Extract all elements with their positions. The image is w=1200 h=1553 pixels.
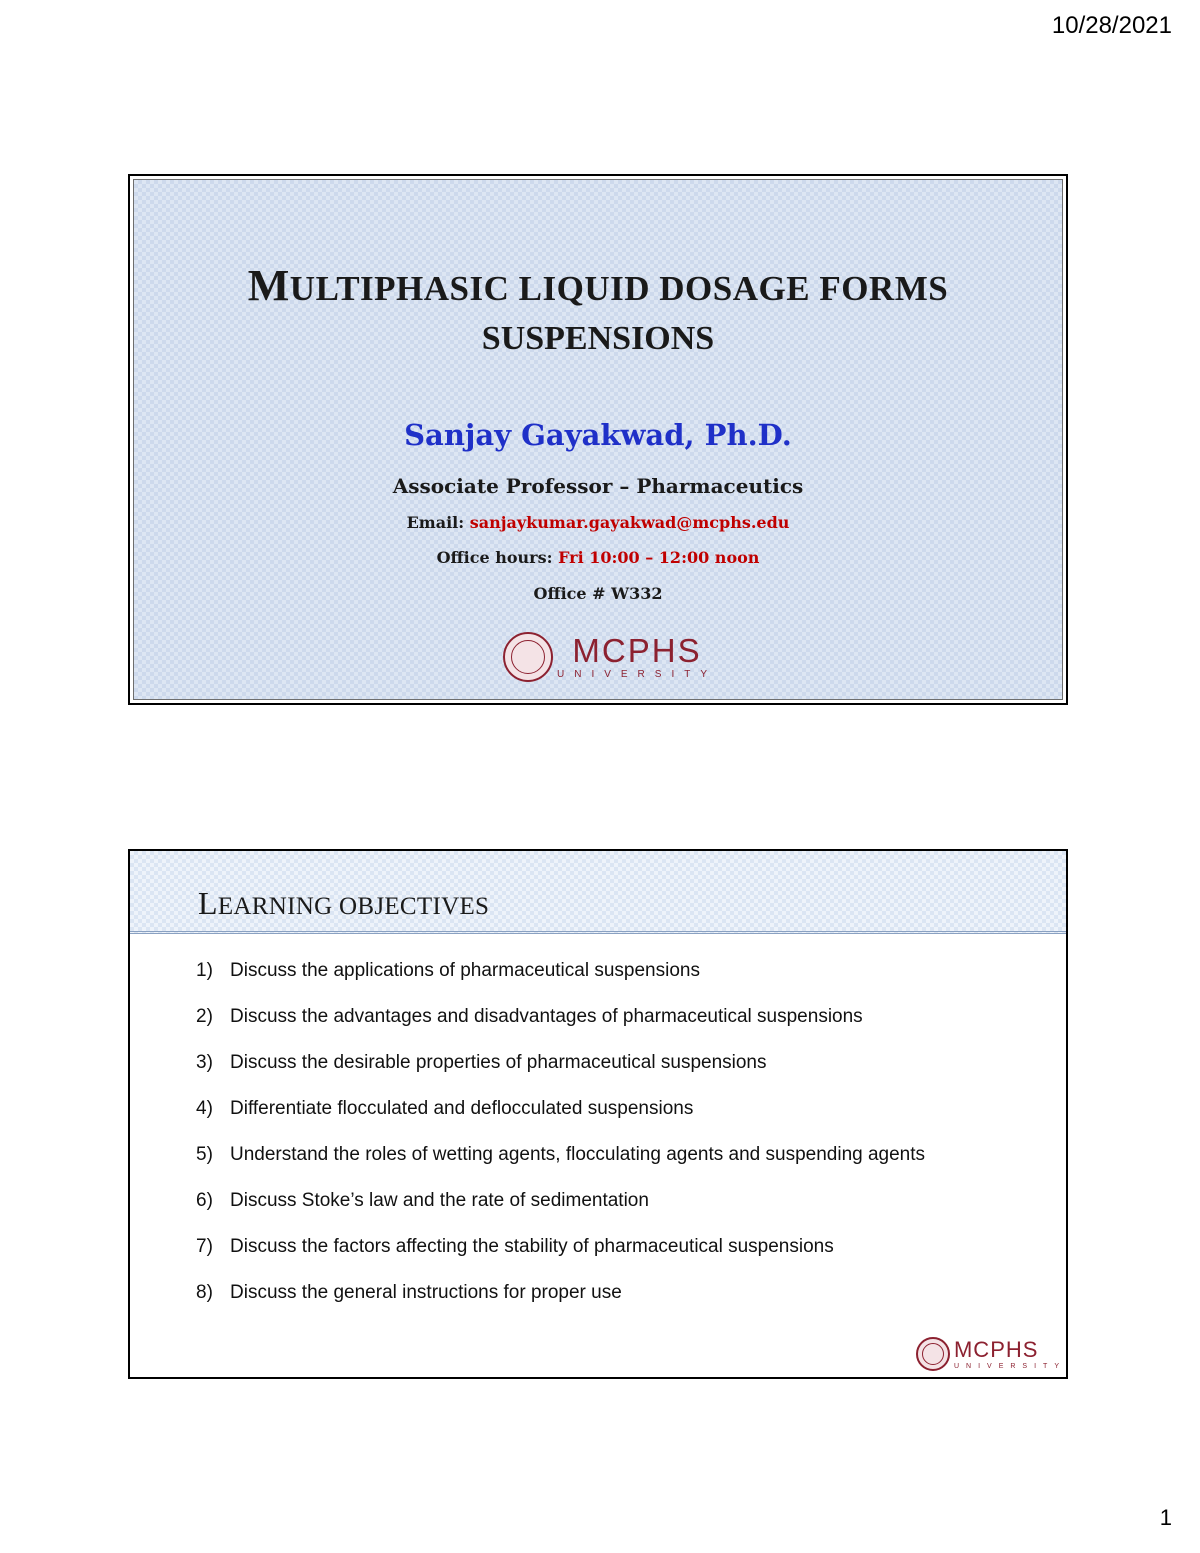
list-item-number: 7) (196, 1236, 213, 1257)
title-slide (128, 174, 1068, 705)
logo-name: MCPHS (953, 1336, 1039, 1362)
list-item (196, 1279, 976, 1307)
university-seal-icon (503, 632, 553, 682)
list-item-number: 5) (196, 1144, 213, 1165)
list-item-text: Discuss the applications of pharmaceutical suspensions (230, 960, 700, 981)
objectives-list (196, 957, 976, 1325)
list-item-text: Discuss Stoke’s law and the rate of sedimentation (230, 1190, 649, 1211)
list-item-number: 8) (196, 1282, 213, 1303)
list-item-text: Discuss the general instructions for proper use (230, 1282, 622, 1303)
list-item (196, 1187, 976, 1215)
list-item (196, 1095, 976, 1123)
list-item (196, 957, 976, 985)
list-item-text: Discuss the desirable properties of pharmaceutical suspensions (230, 1052, 767, 1073)
list-item (196, 1233, 976, 1261)
slide-title-initial: M (247, 261, 290, 310)
presenter-name: Sanjay Gayakwad, Ph.D. (404, 418, 792, 452)
list-item-number: 2) (196, 1006, 213, 1027)
list-item-number: 1) (196, 960, 213, 981)
list-item-text: Discuss the factors affecting the stability of pharmaceutical suspensions (230, 1236, 834, 1257)
logo-name: MCPHS (572, 632, 702, 669)
list-item (196, 1141, 976, 1169)
logo-subtitle: UNIVERSITY (953, 1362, 1066, 1370)
page-date: 10/28/2021 (1051, 12, 1172, 39)
slide-title-rest: ULTIPHASIC LIQUID DOSAGE FORMS (289, 269, 949, 308)
objectives-title (198, 885, 489, 922)
title-slide-panel (133, 179, 1063, 700)
list-item-number: 3) (196, 1052, 213, 1073)
list-item (196, 1003, 976, 1031)
page-number: 1 (1159, 1505, 1172, 1530)
office-hours-label: Office hours: (436, 548, 559, 567)
mcphs-logo-small (916, 1337, 1066, 1371)
objectives-title-initial: L (198, 885, 218, 921)
objectives-slide (128, 849, 1068, 1379)
office-number: Office # W332 (533, 584, 663, 603)
list-item-text: Differentiate flocculated and deflocculated suspensions (230, 1098, 694, 1119)
email-line (134, 513, 1062, 532)
email-link[interactable]: sanjaykumar.gayakwad@mcphs.edu (469, 513, 790, 532)
list-item (196, 1049, 976, 1077)
office-hours-line (134, 548, 1062, 567)
office-hours-value: Fri 10:00 – 12:00 noon (558, 548, 760, 567)
list-item-text: Discuss the advantages and disadvantages of pharmaceutical suspensions (230, 1006, 863, 1027)
mcphs-logo (503, 632, 717, 682)
slide-subtitle: SUSPENSIONS (481, 320, 715, 357)
list-item-number: 6) (196, 1190, 213, 1211)
list-item-number: 4) (196, 1098, 213, 1119)
objectives-title-rest: EARNING OBJECTIVES (217, 893, 490, 920)
email-label: Email: (406, 513, 470, 532)
objectives-header (130, 851, 1066, 934)
list-item-text: Understand the roles of wetting agents, flocculating agents and suspending agents (230, 1144, 926, 1165)
university-seal-icon (916, 1337, 950, 1371)
presenter-role: Associate Professor – Pharmaceutics (392, 474, 804, 498)
slide-title (134, 260, 1062, 311)
logo-subtitle: UNIVERSITY (557, 669, 718, 680)
